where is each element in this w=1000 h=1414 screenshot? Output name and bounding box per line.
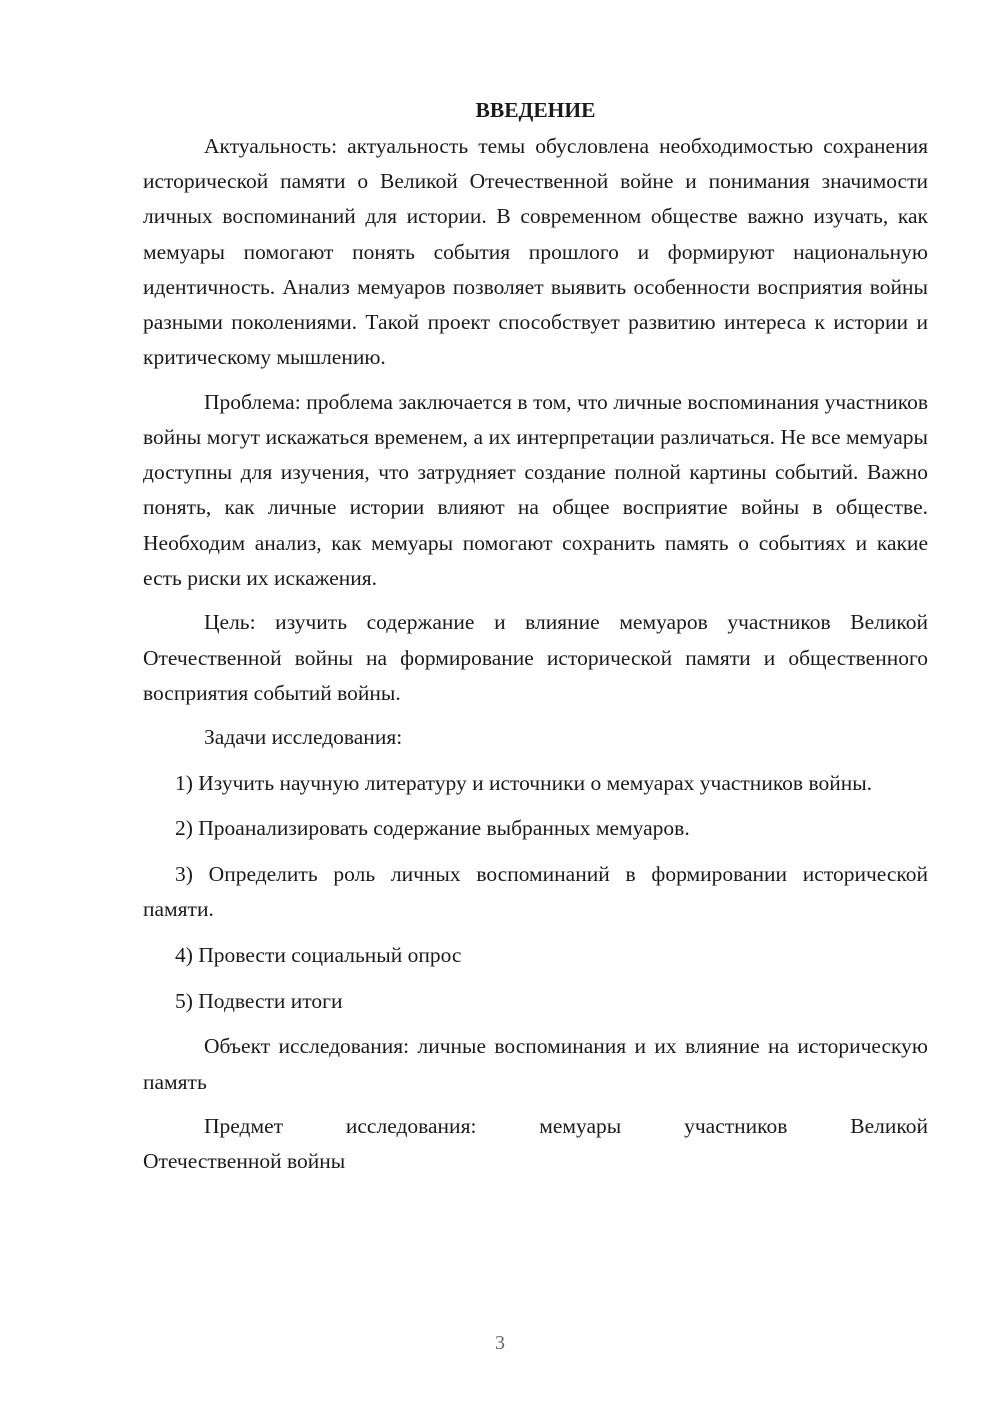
goal-paragraph: Цель: изучить содержание и влияние мемуаров участников Великой Отечественной войны на формирование исторической памяти и общественного восприятия событий войны.	[143, 610, 928, 705]
tasks-label: Задачи исследования:	[204, 725, 403, 750]
object-paragraph: Объект исследования: личные воспоминания и их влияние на историческую память	[143, 1034, 928, 1094]
task-item-2: 2) Проанализировать содержание выбранных мемуаров.	[175, 816, 690, 841]
subject-line-2: Отечественной войны	[143, 1149, 346, 1174]
subject-line-1: Предмет исследования: мемуары участников Великой	[204, 1114, 928, 1139]
section-title: ВВЕДЕНИЕ	[475, 98, 596, 122]
document-page	[143, 94, 928, 1180]
task-item-4: 4) Провести социальный опрос	[175, 942, 462, 967]
task-item-5: 5) Подвести итоги	[175, 988, 343, 1013]
task-item-3: 3) Определить роль личных воспоминаний в формировании исторической памяти.	[143, 862, 928, 922]
relevance-paragraph: Актуальность: актуальность темы обусловлена необходимостью сохранения исторической памяти о Великой Отечественной войне и понимания значимости личных воспоминаний для истории. В современном обществе важно изучать, как мемуары помогают понять события прошлого и формируют национальную идентичность. Анализ мемуаров позволяет выявить особенности восприятия войны разными поколениями. Такой проект способствует развитию интереса к истории и критическому мышлению.	[143, 134, 928, 370]
page-number: 3	[495, 1332, 505, 1354]
task-item-1: 1) Изучить научную литературу и источники о мемуарах участников войны.	[175, 770, 873, 795]
problem-paragraph: Проблема: проблема заключается в том, что личные воспоминания участников войны могут искажаться временем, а их интерпретации различаться. Не все мемуары доступны для изучения, что затрудняет создание полной картины событий. Важно понять, как личные истории влияют на общее восприятие войны в обществе. Необходим анализ, как мемуары помогают сохранить память о событиях и какие есть риски их искажения.	[143, 389, 928, 590]
subject-paragraph	[143, 1109, 928, 1179]
